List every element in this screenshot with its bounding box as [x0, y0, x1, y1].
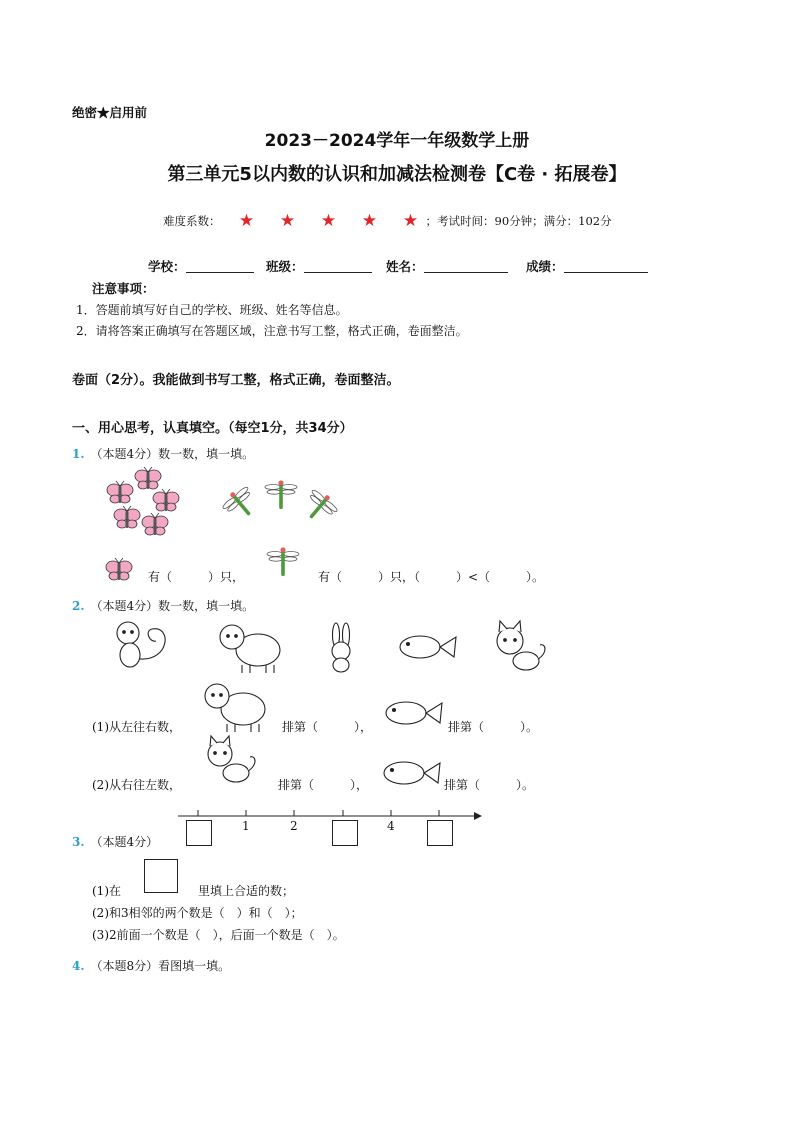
exam-title-unit: 第三单元5以内数的认识和加减法检测卷【C卷 · 拓展卷】 [167, 164, 627, 185]
dragonfly-icon [267, 547, 299, 576]
butterfly-icon [107, 481, 133, 503]
butterfly-icon [142, 513, 168, 535]
score-field[interactable]: 成绩： [526, 257, 648, 275]
star-icon: ★ [320, 211, 337, 231]
q2-line1-prefix: (1)从左往右数， [92, 720, 181, 734]
star-icon: ★ [361, 211, 378, 231]
q3-sub3[interactable]: (3)2前面一个数是（ ），后面一个数是（ ）。 [92, 928, 345, 942]
notice-item: 1．答题前填写好自己的学校、班级、姓名等信息。 [76, 303, 348, 317]
school-field[interactable]: 学校： [148, 257, 254, 275]
section-heading: 一、用心思考，认真填空。（每空1分，共34分） [72, 421, 353, 436]
number-line-blank-box[interactable] [427, 820, 453, 846]
confidential-label: 绝密★启用前 [72, 105, 148, 120]
q3-sub2[interactable]: (2)和3相邻的两个数是（ ）和（ ）； [92, 906, 303, 920]
difficulty-row [163, 211, 612, 231]
star-icon: ★ [402, 211, 419, 231]
q1-dragonfly-count[interactable]: 有（ ）只，（ ）<（ ）。 [318, 570, 545, 584]
butterfly-icon [114, 506, 140, 528]
sheep-icon [205, 684, 265, 732]
rabbit-icon [332, 623, 350, 672]
cat-icon [497, 621, 545, 670]
butterfly-icon [153, 489, 179, 511]
notice-item: 2．请将答案正确填写在答题区域，注意书写工整，格式正确，卷面整洁。 [76, 324, 468, 338]
question-4: 4. （本题8分）看图填一填。 [72, 959, 231, 973]
q2-line2-cat-answer[interactable]: 排第（ ）， [278, 778, 369, 792]
q1-butterfly-count[interactable]: 有（ ）只， [148, 570, 245, 584]
cat-icon [208, 736, 255, 782]
number-line-blank-box[interactable] [186, 820, 212, 846]
squirrel-icon [117, 622, 165, 667]
fish-icon [400, 636, 456, 658]
dragonfly-icon [265, 480, 297, 509]
question-3: 3. （本题4分） [72, 835, 159, 849]
q2-line2-prefix: (2)从右往左数， [92, 778, 181, 792]
fish-icon [386, 702, 442, 724]
fish-icon [384, 762, 440, 784]
name-field[interactable]: 姓名： [386, 257, 508, 275]
dragonfly-icon [219, 483, 262, 525]
sample-blank-box [144, 859, 178, 893]
star-icon: ★ [238, 211, 255, 231]
butterfly-icon [106, 558, 132, 580]
class-field[interactable]: 班级： [266, 257, 372, 275]
exam-title-year: 2023－2024学年一年级数学上册 [264, 131, 530, 151]
difficulty-label: 难度系数： [163, 214, 221, 228]
paper-neatness: 卷面（2分）。我能做到书写工整，格式正确，卷面整洁。 [72, 373, 400, 388]
q3-sub1-suffix: 里填上合适的数； [198, 884, 295, 898]
notice-heading: 注意事项： [92, 281, 155, 296]
sheep-icon [220, 625, 280, 673]
q3-sub1-prefix: (1)在 [92, 884, 121, 898]
tick-label: 2 [290, 819, 298, 833]
number-line-blank-box[interactable] [332, 820, 358, 846]
q2-line1-fish-answer[interactable]: 排第（ ）。 [448, 720, 539, 734]
q2-line2-fish-answer[interactable]: 排第（ ）。 [444, 778, 535, 792]
dragonfly-icon [298, 486, 341, 528]
butterfly-icon [135, 467, 161, 489]
q2-line1-sheep-answer[interactable]: 排第（ ）， [282, 720, 373, 734]
time-and-score: ；考试时间：90分钟；满分：102分 [425, 214, 612, 228]
tick-label: 1 [242, 819, 250, 833]
question-2: 2. （本题4分）数一数，填一填。 [72, 599, 255, 613]
tick-label: 4 [387, 819, 395, 833]
star-icon: ★ [279, 211, 296, 231]
question-1: 1. （本题4分）数一数，填一填。 [72, 447, 255, 461]
